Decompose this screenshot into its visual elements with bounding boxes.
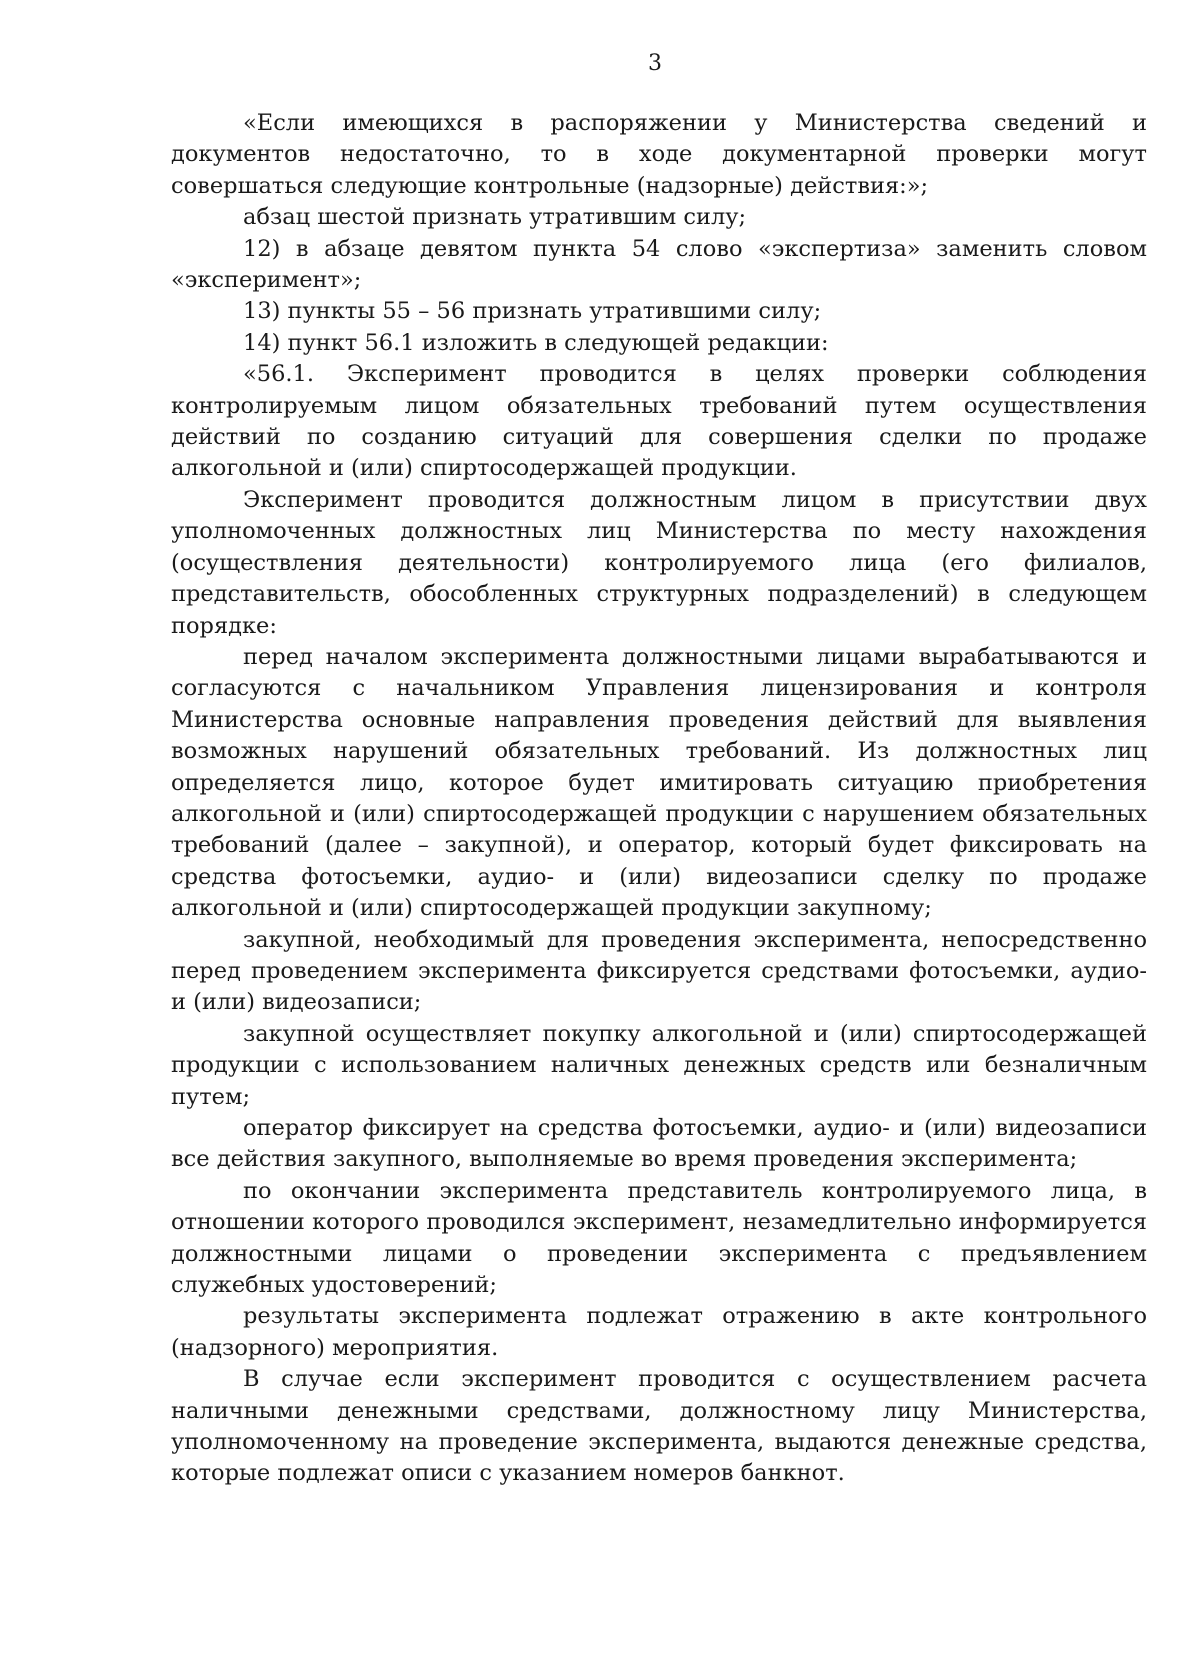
- paragraph: 13) пункты 55 – 56 признать утратившими силу;: [243, 298, 822, 325]
- paragraph: Эксперимент проводится должностным лицом в присутствии двух уполномоченных должностных лиц Министерства по месту нахождения (осуществления деятельности) контролируемого лица (его филиалов, представительств, обособленных структурных подразделений) в следующем порядке:: [171, 486, 1147, 639]
- paragraph: абзац шестой признать утратившим силу;: [243, 204, 747, 231]
- paragraph: закупной осуществляет покупку алкогольной и (или) спиртосодержащей продукции с использованием наличных денежных средств или безналичным путем;: [171, 1020, 1147, 1110]
- paragraph: «Если имеющихся в распоряжении у Министерства сведений и документов недостаточно, то в ходе документарной проверки могут совершаться следующие контрольные (надзорные) действия:»;: [171, 110, 1147, 199]
- paragraph: 14) пункт 56.1 изложить в следующей редакции:: [243, 329, 829, 356]
- document-body: [171, 108, 1147, 1490]
- paragraph: перед началом эксперимента должностными лицами вырабатываются и согласуются с начальником Управления лицензирования и контроля Министерства основные направления проведения действий для выявления возможных нарушений обязательных требований. Из должностных лиц определяется лицо, которое будет имитировать ситуацию приобретения алкогольной и (или) спиртосодержащей продукции с нарушением обязательных требований (далее – закупной), и оператор, который будет фиксировать на средства фотосъемки, аудио- и (или) видеозаписи сделку по продаже алкогольной и (или) спиртосодержащей продукции закупному;: [171, 643, 1147, 922]
- paragraph: «56.1. Эксперимент проводится в целях проверки соблюдения контролируемым лицом обязательных требований путем осуществления действий по созданию ситуаций для совершения сделки по продаже алкогольной и (или) спиртосодержащей продукции.: [171, 361, 1147, 482]
- paragraph: оператор фиксирует на средства фотосъемки, аудио- и (или) видеозаписи все действия закупного, выполняемые во время проведения эксперимента;: [171, 1115, 1147, 1173]
- paragraph: закупной, необходимый для проведения эксперимента, непосредственно перед проведением эксперимента фиксируется средствами фотосъемки, аудио- и (или) видеозаписи;: [171, 926, 1147, 1016]
- paragraph: 12) в абзаце девятом пункта 54 слово «экспертиза» заменить словом «эксперимент»;: [171, 235, 1147, 294]
- paragraph: по окончании эксперимента представитель контролируемого лица, в отношении которого проводился эксперимент, незамедлительно информируется должностными лицами о проведении эксперимента с предъявлением служебных удостоверений;: [171, 1177, 1147, 1299]
- page-number: 3: [648, 51, 662, 76]
- paragraph: результаты эксперимента подлежат отражению в акте контрольного (надзорного) мероприятия.: [171, 1303, 1147, 1361]
- paragraph: В случае если эксперимент проводится с осуществлением расчета наличными денежными средствами, должностному лицу Министерства, уполномоченному на проведение эксперимента, выдаются денежные средства, которые подлежат описи с указанием номеров банкнот.: [171, 1366, 1147, 1487]
